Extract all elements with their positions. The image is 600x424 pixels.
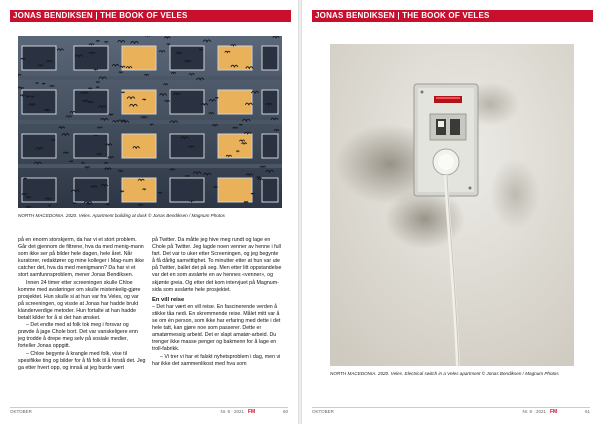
apartment-building-photo [18,36,282,208]
text-column-2 [152,237,282,368]
magazine-logo: FM [550,409,558,415]
page-header: JONAS BENDIKSEN | THE BOOK OF VELES [312,10,593,22]
footer-issue: Nr. 8 · 2021 [522,409,546,414]
paragraph: – Chloe begynte å krangle med folk, vise til spesifikke ting og bilder for å få folk til å forstå det. Jeg ga etter hvert opp, og innså at jeg burde vært [18,350,146,371]
footer-divider [10,407,288,408]
paragraph: – Vi trer vi har et falskt nyhetsproblem i dag, men vi har ikke det sammenlikost med hva som [152,353,281,367]
page-header: JONAS BENDIKSEN | THE BOOK OF VELES [10,10,291,22]
photo-caption: NORTH MACEDONIA. 2020. Veles. Electrical switch in a Veles apartment © Jonas Bendiksen / Magnum Photos [330,371,559,376]
page-number: 61 [584,409,590,414]
footer-issue: Nr. 8 · 2021 [220,409,244,414]
paragraph: på en enorm storskjerm, da har vi et stort problem. Går det gjennom de filtrene, hva da med menig-mann som ikke ser på bilder hele dagen, hele året. Når kuratorer, redaktører og mine kolleger i Mag-num ikke catcher det, hva da med menigmann? Da har vi et stort samfunnsproblem, mener Jonas Bendiksen. [18,237,144,279]
page-number: 60 [282,409,288,414]
page-footer [10,408,288,416]
paragraph: på Twitter. Da måtte jeg hive meg rundt og lage en Chole på Twitter. Jeg lagde noen venner av henne i full fart. Det var to uker etter Screeningen, og jeg begynte å få dårlig samvittighet. To minutter etter at hun var ute på Twitter, ballet det på seg. Men etter litt oppstandelse var det en som avslørte en av hennes «venner», og skjønte greia. Og etter det kom intervjuet på Magnum-sida som avslørte hele prosjektet. [152,237,282,293]
paragraph: Innen 24 timer etter screeningen skulle Chloe komme med avsløringer om skulle mistenkelig-gjøre prosjektet. Hun skulle si at hun var fra Veles, og var på screeningen, og visste at Jonas har hadde brukt klanderverdige metoder. Hun fortalte at han hadde betalt kilder for å si det han ønsket. [18,279,141,322]
page-footer [312,408,590,416]
left-page [0,0,298,424]
footer-month: OKTOBER [10,409,32,414]
text-column-1 [18,237,146,372]
paragraph: – Det har vært en vill reise. En fascinerende verden å stikke tåa nedi. En skremmende reise. Målet mitt var å se om én person, som ikke har erfaring med dette i det hele tatt, kan gjøre noe som passerer. Dette er amatørmessig arbeid. Det er slapt amatør-arbeid. Du trenger ikke masse penger og bakmenn for å lage en troll-fabrikk. [152,303,281,353]
right-page [302,0,600,424]
photo-caption: NORTH MACEDONIA. 2020. Veles. Apartment building at dusk © Jonas Bendiksen / Magnum Photos [18,213,225,218]
magazine-logo: FM [248,409,256,415]
subheading: En vill reise [152,296,185,303]
footer-month: OKTOBER [312,409,334,414]
footer-divider [312,407,590,408]
paragraph: – Det endte med at folk tok meg i forsvar og prøvde å jage Chole bort. Det var vanskeligere enn jeg trodde å drepe meg selv på sosiale medier, forteller Jonas oppgitt. [18,322,138,350]
electrical-switch-photo [330,44,574,366]
